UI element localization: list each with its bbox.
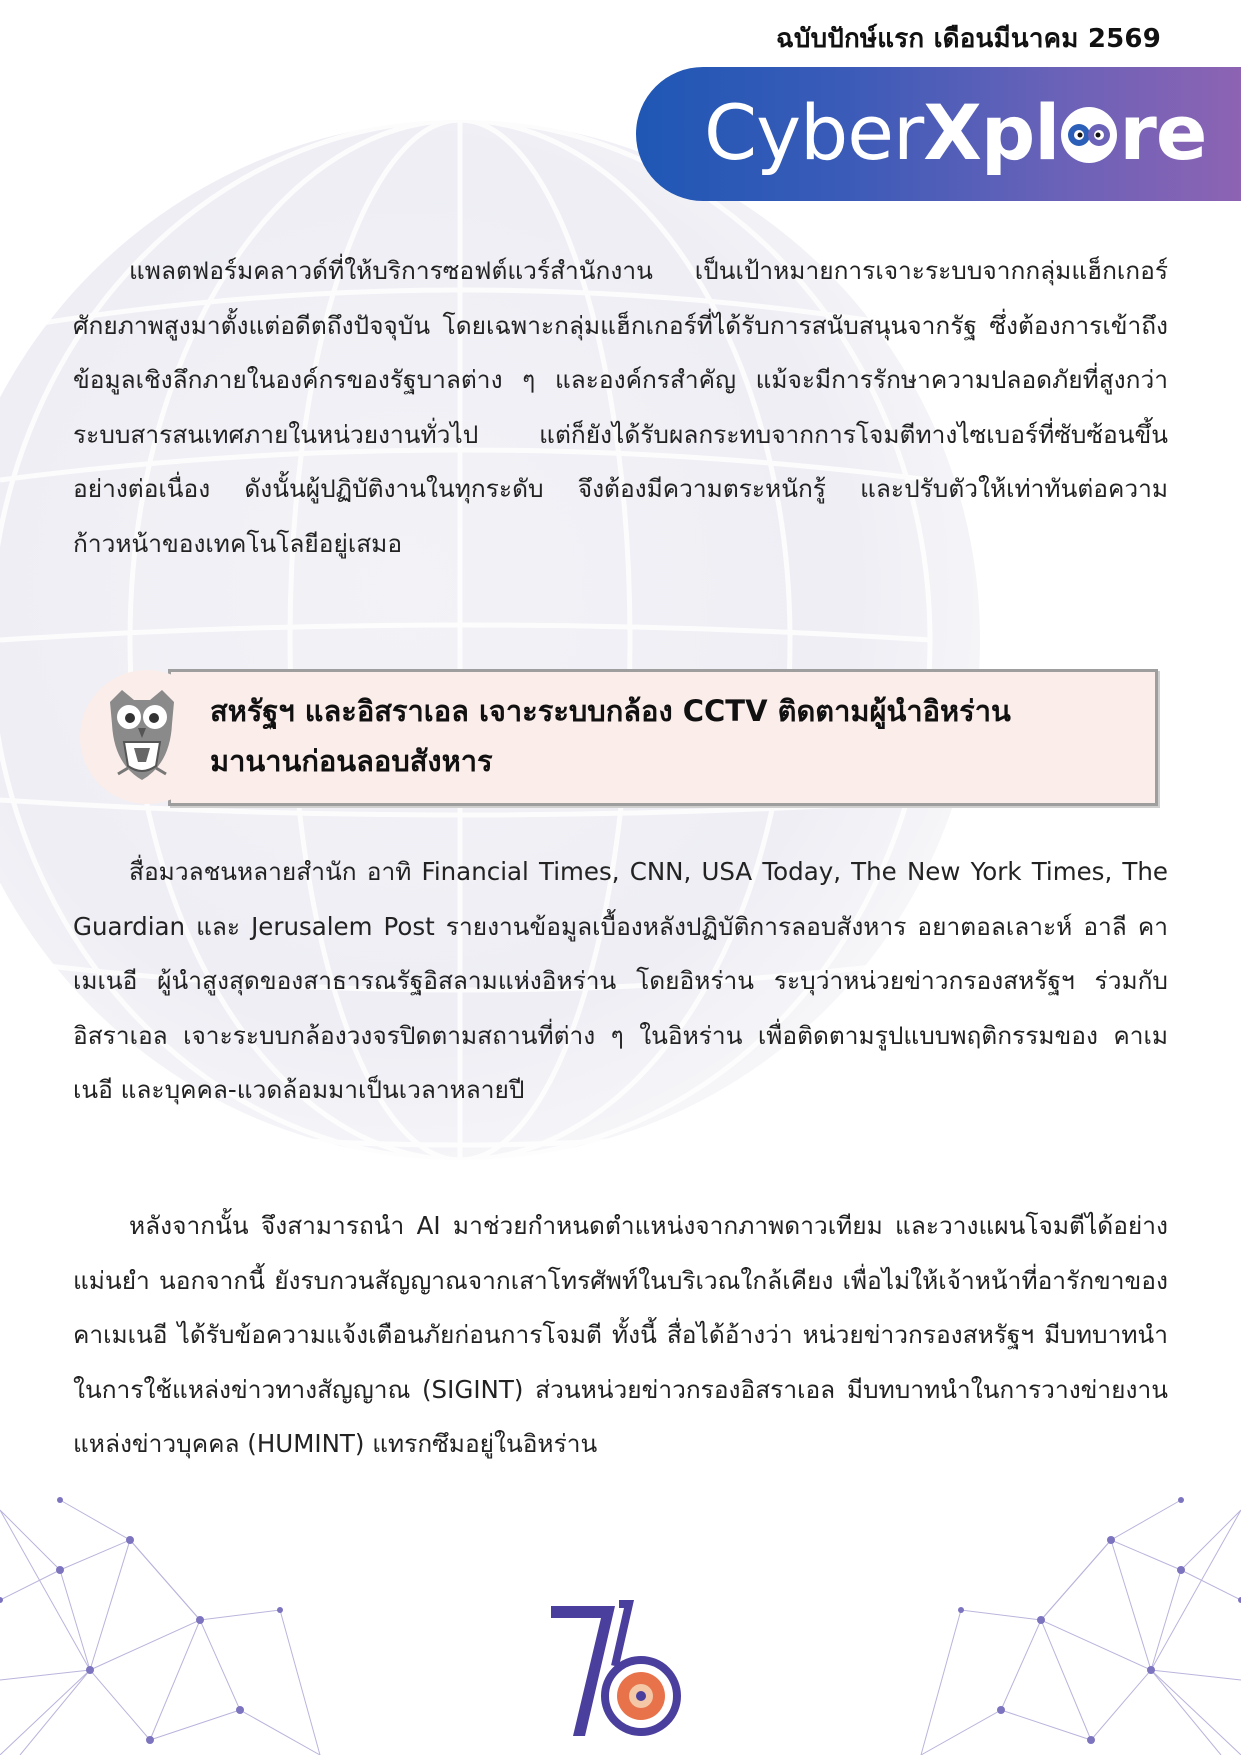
article-paragraph-2: หลังจากนั้น จึงสามารถนำ AI มาช่วยกำหนดตำแหน่งจากภาพดาวเทียม และวางแผนโจมตีได้อย่างแม่นยำ นอกจากนี้ ยังรบกวนสัญญาณจากเสาโทรศัพท์ในบริเวณใกล้เคียง เพื่อไม่ให้เจ้าหน้าที่อารักขาของ คาเมเนอี ได้รับข้อความแจ้งเตือนภัยก่อนการโจมตี ทั้งนี้ สื่อได้อ้างว่า หน่วยข่าวกรองสหรัฐฯ มีบทบาทนำในการใช้แหล่งข่าวทางสัญญาณ (SIGINT) ส่วนหน่วยข่าวกรองอิสราเอล มีบทบาทนำในการวางข่ายงานแหล่งข่าวบุคคล (HUMINT) แทรกซึมอยู่ในอิหร่าน	[73, 1211, 1168, 1458]
anniversary-70th-logo	[545, 1596, 695, 1746]
owl-eyes-icon	[1061, 107, 1117, 163]
headline-title	[210, 686, 1140, 786]
brand-logo-xpl: Xpl	[923, 87, 1060, 177]
brand-logo-cyber: Cyber	[704, 87, 924, 177]
brand-logo	[704, 82, 1206, 182]
brand-logo-xplore	[923, 88, 1206, 177]
article-paragraph-1: สื่อมวลชนหลายสำนัก อาทิ Financial Times, CNN, USA Today, The New York Times, The Guardian และ Jerusalem Post รายงานข้อมูลเบื้องหลังปฏิบัติการลอบสังหาร อยาตอลเลาะห์ อาลี คาเมเนอี ผู้นำสูงสุดของสาธารณรัฐอิสลามแห่งอิหร่าน โดยอิหร่าน ระบุว่าหน่วยข่าวกรองสหรัฐฯ ร่วมกับอิสราเอล เจาะระบบกล้องวงจรปิดตามสถานที่ต่าง ๆ ในอิหร่าน เพื่อติดตามรูปแบบพฤติกรรมของ คาเมเนอี และบุคคล-แวดล้อมมาเป็นเวลาหลายปี	[73, 857, 1168, 1104]
headline-line-1: สหรัฐฯ และอิสราเอล เจาะระบบกล้อง CCTV ติดตามผู้นำอิหร่าน	[210, 694, 1011, 728]
intro-paragraph: แพลตฟอร์มคลาวด์ที่ให้บริการซอฟต์แวร์สำนักงาน เป็นเป้าหมายการเจาะระบบจากกลุ่มแฮ็กเกอร์ศักยภาพสูงมาตั้งแต่อดีตถึงปัจจุบัน โดยเฉพาะกลุ่มแฮ็กเกอร์ที่ได้รับการสนับสนุนจากรัฐ ซึ่งต้องการเข้าถึงข้อมูลเชิงลึกภายในองค์กรของรัฐบาลต่าง ๆ และองค์กรสำคัญ แม้จะมีการรักษาความปลอดภัยที่สูงกว่าระบบสารสนเทศภายในหน่วยงานทั่วไป แต่ก็ยังได้รับผลกระทบจากการโจมตีทางไซเบอร์ที่ซับซ้อนขึ้นอย่างต่อเนื่อง ดังนั้นผู้ปฏิบัติงานในทุกระดับ จึงต้องมีความตระหนักรู้ และปรับตัวให้เท่าทันต่อความก้าวหน้าของเทคโนโลยีอยู่เสมอ	[73, 256, 1168, 558]
issue-date: ฉบับปักษ์แรก เดือนมีนาคม 2569	[775, 24, 1161, 54]
brand-logo-re: re	[1119, 87, 1207, 177]
network-decoration-left	[0, 1480, 330, 1755]
owl-mascot-icon	[100, 684, 184, 784]
headline-line-2: มานานก่อนลอบสังหาร	[210, 744, 493, 778]
network-decoration-right	[911, 1480, 1241, 1755]
